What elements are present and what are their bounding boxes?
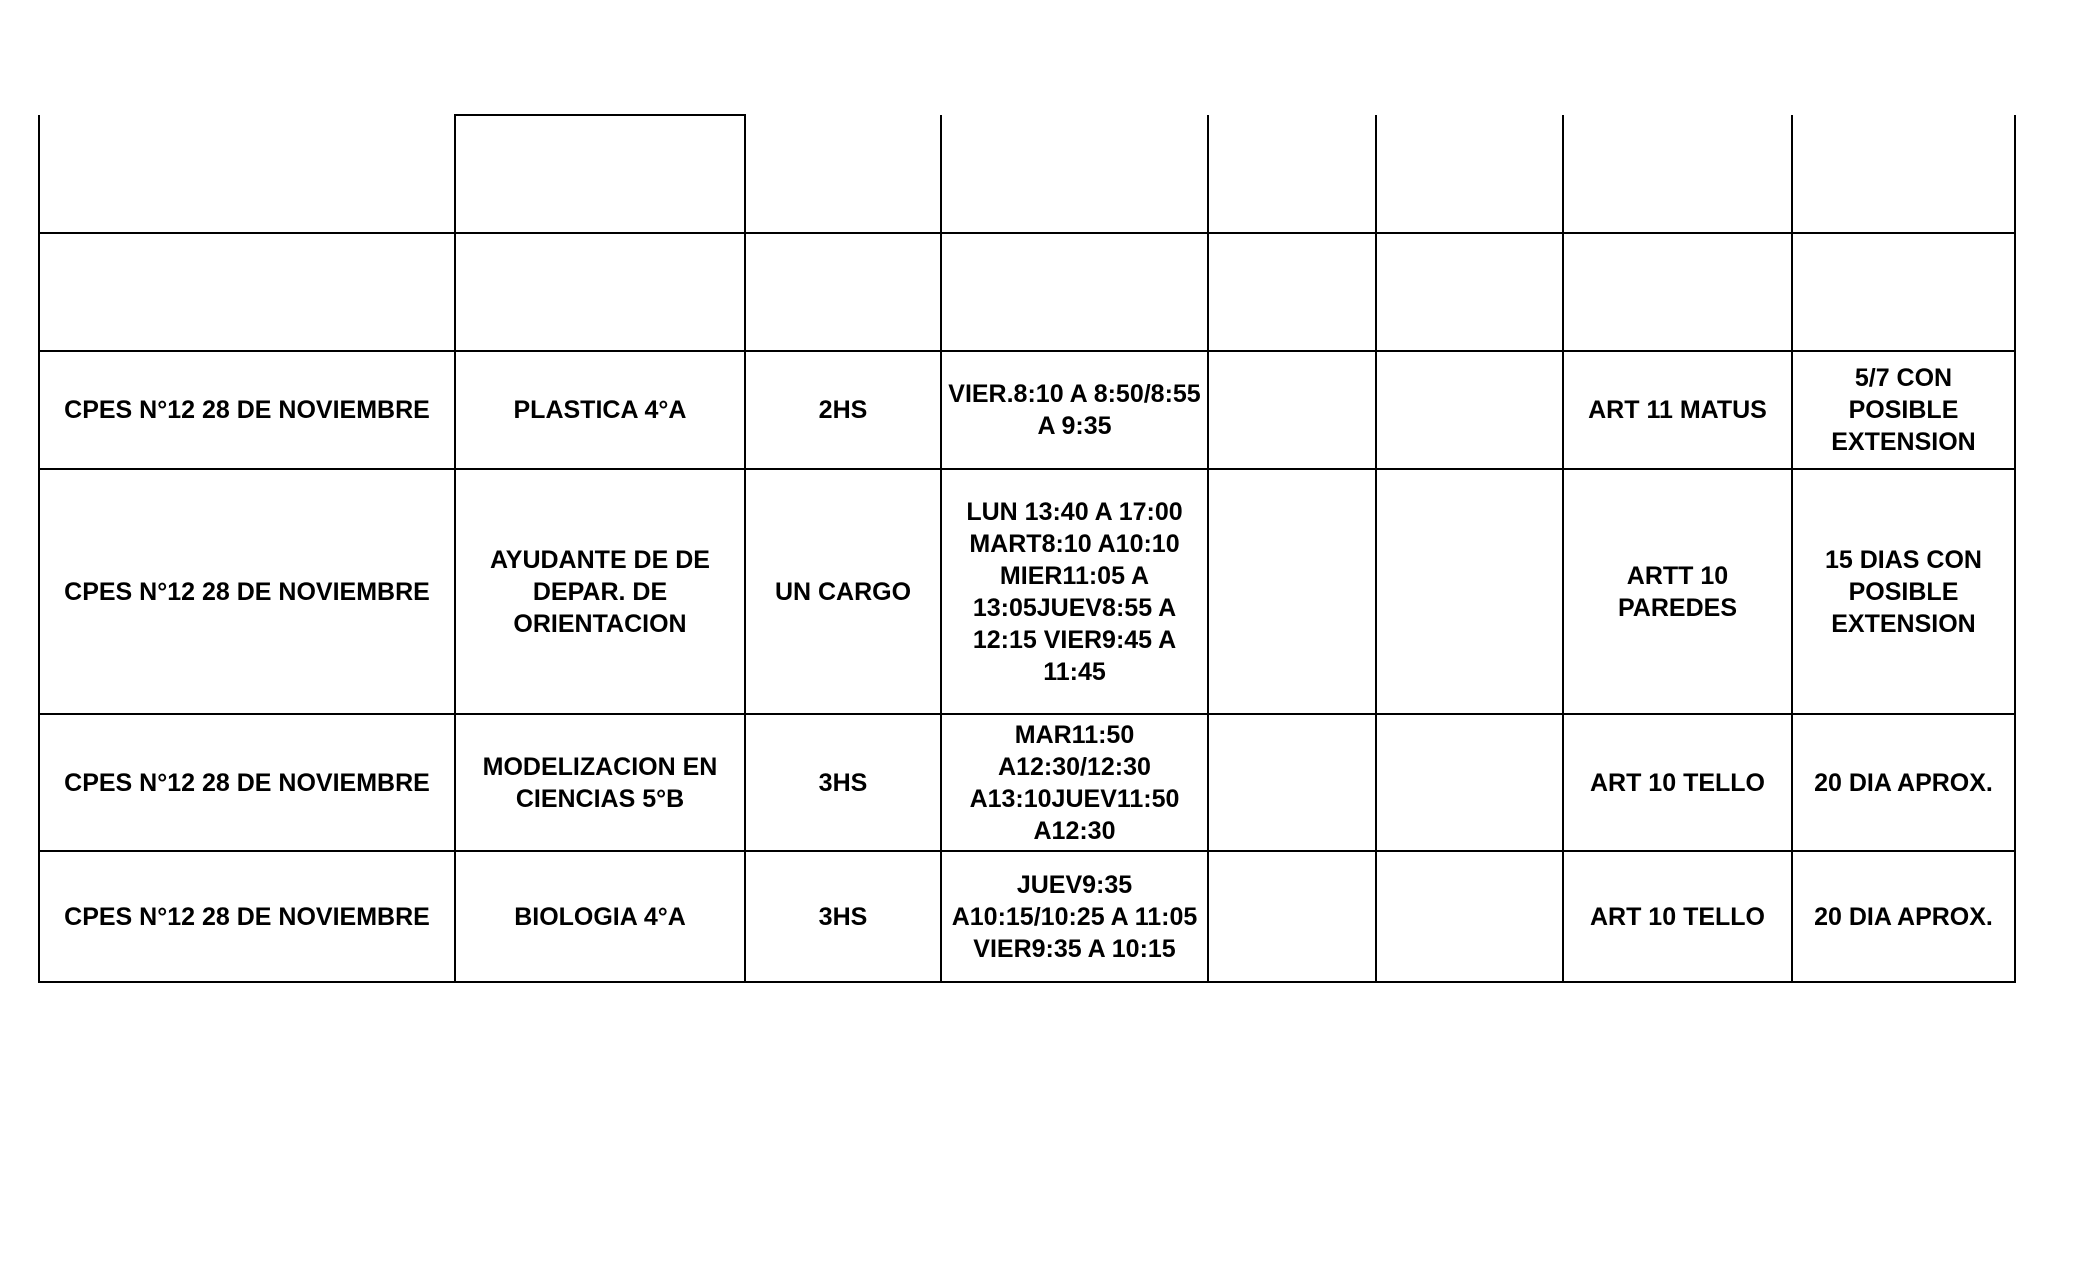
table-cell xyxy=(1792,115,2015,233)
hours-cell: 3HS xyxy=(745,851,941,982)
article-cell: ART 10 TELLO xyxy=(1563,851,1792,982)
table-row xyxy=(39,351,2015,469)
table-cell xyxy=(1792,233,2015,351)
schedule-cell: JUEV9:35 A10:15/10:25 A 11:05 VIER9:35 A 10:15 xyxy=(941,851,1208,982)
table-cell xyxy=(1208,714,1376,851)
article-cell: ARTT 10 PAREDES xyxy=(1563,469,1792,714)
table-cell xyxy=(745,233,941,351)
table-cell xyxy=(1563,115,1792,233)
table-row xyxy=(39,469,2015,714)
table-cell xyxy=(1376,115,1563,233)
table-cell xyxy=(941,233,1208,351)
table-row xyxy=(39,115,2015,233)
table-cell xyxy=(1208,115,1376,233)
table-row xyxy=(39,851,2015,982)
duration-cell: 15 DIAS CON POSIBLE EXTENSION xyxy=(1792,469,2015,714)
table-cell xyxy=(1563,233,1792,351)
subject-cell: AYUDANTE DE DE DEPAR. DE ORIENTACION xyxy=(455,469,745,714)
table-cell xyxy=(39,233,455,351)
hours-cell: 2HS xyxy=(745,351,941,469)
table-cell xyxy=(1376,233,1563,351)
schedule-table xyxy=(38,114,2016,983)
school-cell: CPES N°12 28 DE NOVIEMBRE xyxy=(39,851,455,982)
table-cell xyxy=(1208,469,1376,714)
table-cell xyxy=(1376,351,1563,469)
table-cell xyxy=(455,115,745,233)
table-cell xyxy=(1376,714,1563,851)
schedule-cell: VIER.8:10 A 8:50/8:55 A 9:35 xyxy=(941,351,1208,469)
article-cell: ART 10 TELLO xyxy=(1563,714,1792,851)
schedule-cell: MAR11:50 A12:30/12:30 A13:10JUEV11:50 A12:30 xyxy=(941,714,1208,851)
table-cell xyxy=(1208,351,1376,469)
article-cell: ART 11 MATUS xyxy=(1563,351,1792,469)
hours-cell: UN CARGO xyxy=(745,469,941,714)
duration-cell: 5/7 CON POSIBLE EXTENSION xyxy=(1792,351,2015,469)
table-cell xyxy=(1208,233,1376,351)
table-row xyxy=(39,233,2015,351)
subject-cell: MODELIZACION EN CIENCIAS 5°B xyxy=(455,714,745,851)
subject-cell: BIOLOGIA 4°A xyxy=(455,851,745,982)
school-cell: CPES N°12 28 DE NOVIEMBRE xyxy=(39,351,455,469)
duration-cell: 20 DIA APROX. xyxy=(1792,851,2015,982)
table-cell xyxy=(1376,851,1563,982)
table-cell xyxy=(455,233,745,351)
hours-cell: 3HS xyxy=(745,714,941,851)
school-cell: CPES N°12 28 DE NOVIEMBRE xyxy=(39,469,455,714)
duration-cell: 20 DIA APROX. xyxy=(1792,714,2015,851)
school-cell: CPES N°12 28 DE NOVIEMBRE xyxy=(39,714,455,851)
table-cell xyxy=(745,115,941,233)
table-row xyxy=(39,714,2015,851)
schedule-cell: LUN 13:40 A 17:00 MART8:10 A10:10 MIER11:05 A 13:05JUEV8:55 A 12:15 VIER9:45 A 11:45 xyxy=(941,469,1208,714)
table-cell xyxy=(1208,851,1376,982)
subject-cell: PLASTICA 4°A xyxy=(455,351,745,469)
table-cell xyxy=(941,115,1208,233)
table-cell xyxy=(39,115,455,233)
table-cell xyxy=(1376,469,1563,714)
